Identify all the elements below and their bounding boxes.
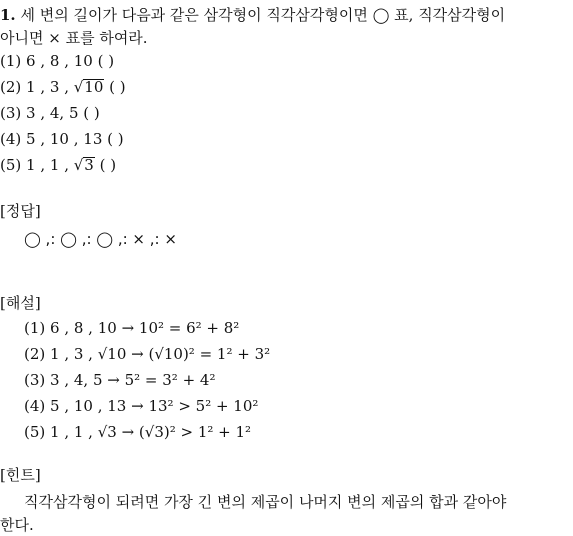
item-4 — [0, 128, 124, 150]
item-blank: ) — [117, 130, 124, 148]
answer-text: ◯ ,: ◯ ,: ◯ ,: × ,: × — [24, 230, 177, 248]
item-5 — [0, 154, 116, 176]
sqrt-symbol: √10 — [73, 78, 104, 96]
item-values: 3 , 4, 5 ( — [26, 104, 90, 122]
problem-line-2: 아니면 × 표를 하여라. — [0, 29, 148, 47]
item-label: (1) — [0, 52, 22, 70]
item-values: 1 , 3 , — [26, 78, 74, 96]
item-blank: ( ) — [104, 78, 126, 96]
explanation-line-5: (5) 1 , 1 , √3 → (√3)² > 1² + 1² — [24, 423, 252, 441]
item-blank: ) — [93, 104, 100, 122]
item-values: 5 , 10 , 13 ( — [26, 130, 113, 148]
problem-text-1: 세 변의 길이가 다음과 같은 삼각형이 직각삼각형이면 ◯ 표, 직각삼각형이 — [20, 6, 506, 24]
explanation-line-4: (4) 5 , 10 , 13 → 13² > 5² + 10² — [24, 397, 259, 415]
item-values: 1 , 1 , — [26, 156, 74, 174]
item-blank: ) — [108, 52, 115, 70]
item-label: (3) — [0, 104, 22, 122]
item-values: 6 , 8 , 10 ( — [26, 52, 104, 70]
item-1 — [0, 50, 114, 72]
explanation-line-3: (3) 3 , 4, 5 → 5² = 3² + 4² — [24, 371, 216, 389]
radicand: 10 — [84, 78, 104, 96]
item-2 — [0, 76, 126, 98]
hint-heading: [힌트] — [0, 466, 41, 484]
item-label: (4) — [0, 130, 22, 148]
problem-line-1 — [0, 4, 505, 26]
item-3 — [0, 102, 100, 124]
answer-heading: [정답] — [0, 202, 41, 220]
problem-number: 1. — [0, 6, 16, 24]
sqrt-symbol: √3 — [73, 156, 94, 174]
explanation-line-2: (2) 1 , 3 , √10 → (√10)² = 1² + 3² — [24, 345, 271, 363]
item-blank: ( ) — [94, 156, 117, 174]
explanation-heading: [해설] — [0, 294, 41, 312]
hint-line-1: 직각삼각형이 되려면 가장 긴 변의 제곱이 나머지 변의 제곱의 합과 같아야 — [24, 493, 507, 511]
hint-line-2: 한다. — [0, 516, 34, 534]
explanation-line-1: (1) 6 , 8 , 10 → 10² = 6² + 8² — [24, 319, 240, 337]
item-label: (5) — [0, 156, 22, 174]
item-label: (2) — [0, 78, 22, 96]
radicand: 3 — [84, 156, 94, 174]
